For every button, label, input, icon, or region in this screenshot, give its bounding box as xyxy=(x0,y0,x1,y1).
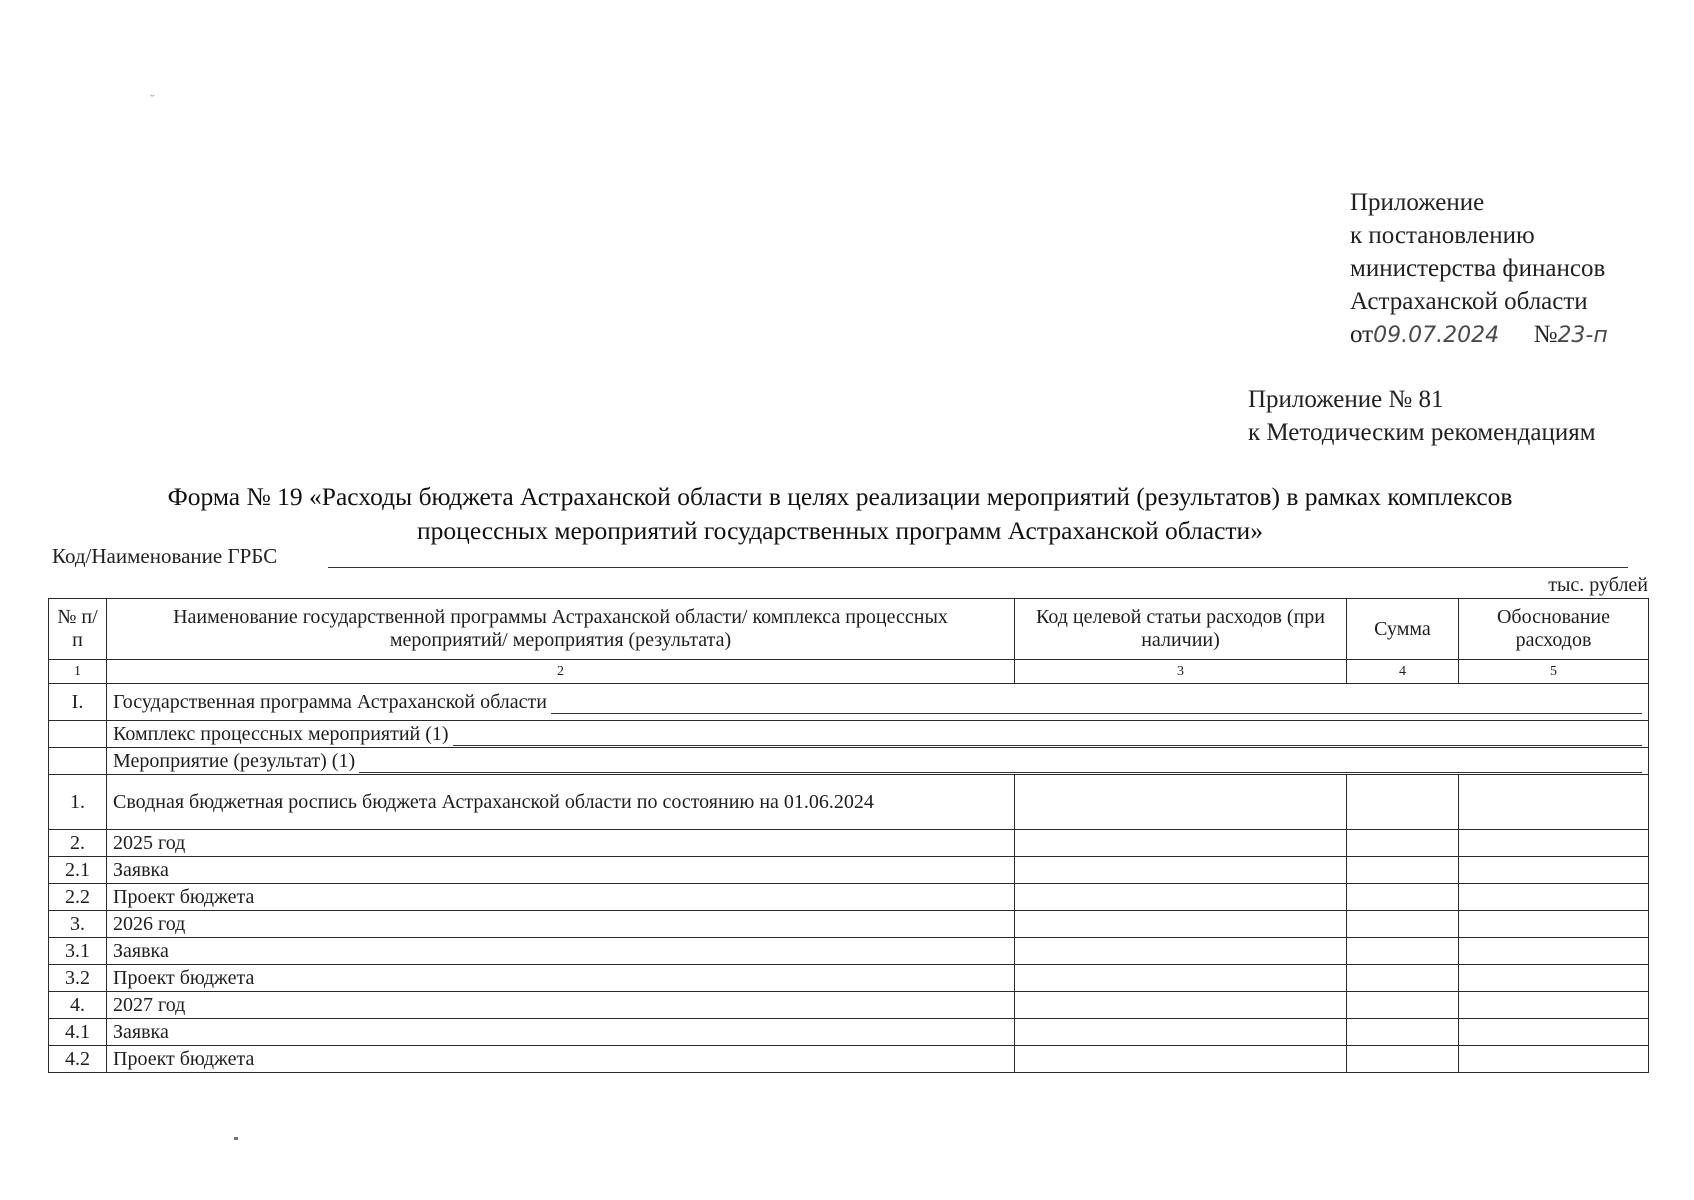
approval-line-4: Астраханской области xyxy=(1350,288,1588,315)
event-num xyxy=(49,748,107,775)
approval-date-prefix: от xyxy=(1350,321,1374,348)
row-code-cell xyxy=(1015,992,1347,1019)
row-sum-cell xyxy=(1347,911,1459,938)
event-row xyxy=(49,748,1649,775)
table-row xyxy=(49,830,1649,857)
row-sum-cell xyxy=(1347,965,1459,992)
row-num: 2.1 xyxy=(49,857,107,884)
form-title-line-2: процессных мероприятий государственных программ Астраханской области» xyxy=(417,516,1263,545)
row-sum-cell xyxy=(1347,938,1459,965)
form-title xyxy=(60,480,1620,548)
row-label: 2026 год xyxy=(107,911,1015,938)
table-header-row xyxy=(49,599,1649,660)
complex-fill-line xyxy=(453,727,1642,746)
expenses-table xyxy=(48,598,1649,1073)
approval-date-handwritten: 09.07.2024 xyxy=(1373,323,1500,348)
row-code-cell xyxy=(1015,965,1347,992)
scan-mark: ˇ xyxy=(150,93,155,108)
row-justification-cell xyxy=(1459,938,1649,965)
row-code-cell xyxy=(1015,1046,1347,1073)
row-sum-cell xyxy=(1347,1046,1459,1073)
column-number: 5 xyxy=(1459,660,1649,684)
row-label: Проект бюджета xyxy=(107,965,1015,992)
column-number-row xyxy=(49,660,1649,684)
header-code: Код целевой статьи расходов (при наличии) xyxy=(1015,599,1347,660)
row-label: Заявка xyxy=(107,857,1015,884)
row-code-cell xyxy=(1015,857,1347,884)
row-num: 3.1 xyxy=(49,938,107,965)
appendix-line-2: к Методическим рекомендациям xyxy=(1248,419,1596,446)
table-row xyxy=(49,857,1649,884)
complex-num xyxy=(49,721,107,748)
row-justification-cell xyxy=(1459,911,1649,938)
row-code-cell xyxy=(1015,775,1347,830)
approval-date-line xyxy=(1350,318,1608,352)
row-label: 2027 год xyxy=(107,992,1015,1019)
table-row xyxy=(49,775,1649,830)
column-number: 2 xyxy=(107,660,1015,684)
approval-block xyxy=(1350,186,1608,352)
row-num: 2. xyxy=(49,830,107,857)
row-code-cell xyxy=(1015,938,1347,965)
row-num: 4.1 xyxy=(49,1019,107,1046)
row-label: Заявка xyxy=(107,938,1015,965)
row-label: Сводная бюджетная роспись бюджета Астраханской области по состоянию на 01.06.2024 xyxy=(107,775,1015,830)
event-label: Мероприятие (результат) (1) xyxy=(113,749,356,772)
row-sum-cell xyxy=(1347,884,1459,911)
section-num: I. xyxy=(49,684,107,721)
section-row xyxy=(49,684,1649,721)
row-justification-cell xyxy=(1459,1046,1649,1073)
row-code-cell xyxy=(1015,911,1347,938)
table-row xyxy=(49,911,1649,938)
row-num: 2.2 xyxy=(49,884,107,911)
table-row xyxy=(49,938,1649,965)
table-row xyxy=(49,884,1649,911)
event-cell xyxy=(107,748,1649,775)
complex-row xyxy=(49,721,1649,748)
approval-number-prefix: № xyxy=(1533,321,1558,348)
complex-label: Комплекс процессных мероприятий (1) xyxy=(113,722,449,745)
complex-cell xyxy=(107,721,1649,748)
scan-dot xyxy=(234,1137,238,1140)
column-number: 1 xyxy=(49,660,107,684)
row-justification-cell xyxy=(1459,1019,1649,1046)
row-num: 4. xyxy=(49,992,107,1019)
approval-line-3: министерства финансов xyxy=(1350,255,1606,282)
table-row xyxy=(49,1046,1649,1073)
grbs-label: Код/Наименование ГРБС xyxy=(52,544,278,568)
row-sum-cell xyxy=(1347,830,1459,857)
table-row xyxy=(49,965,1649,992)
row-label: Проект бюджета xyxy=(107,884,1015,911)
row-num: 3. xyxy=(49,911,107,938)
row-label: Заявка xyxy=(107,1019,1015,1046)
row-label: 2025 год xyxy=(107,830,1015,857)
header-name: Наименование государственной программы Астраханской области/ комплекса процессных мероприятий/ мероприятия (результата) xyxy=(107,599,1015,660)
row-justification-cell xyxy=(1459,992,1649,1019)
row-num: 1. xyxy=(49,775,107,830)
row-num: 3.2 xyxy=(49,965,107,992)
row-sum-cell xyxy=(1347,775,1459,830)
row-justification-cell xyxy=(1459,775,1649,830)
units-label: тыс. рублей xyxy=(1548,574,1648,596)
appendix-block xyxy=(1248,383,1596,449)
column-number: 3 xyxy=(1015,660,1347,684)
header-justification: Обоснование расходов xyxy=(1459,599,1649,660)
row-justification-cell xyxy=(1459,830,1649,857)
row-justification-cell xyxy=(1459,884,1649,911)
row-justification-cell xyxy=(1459,965,1649,992)
row-justification-cell xyxy=(1459,857,1649,884)
row-sum-cell xyxy=(1347,857,1459,884)
section-label: Государственная программа Астраханской области xyxy=(113,690,547,713)
row-label: Проект бюджета xyxy=(107,1046,1015,1073)
section-fill-line xyxy=(551,695,1642,714)
header-num: № п/п xyxy=(49,599,107,660)
grbs-fill-line xyxy=(328,567,1628,568)
form-title-line-1: Форма № 19 «Расходы бюджета Астраханской области в целях реализации мероприятий (результатов) в рамках комплексов xyxy=(167,482,1513,511)
appendix-line-1: Приложение № 81 xyxy=(1248,386,1444,413)
approval-line-1: Приложение xyxy=(1350,189,1485,216)
table-row xyxy=(49,992,1649,1019)
approval-line-2: к постановлению xyxy=(1350,222,1535,249)
event-fill-line xyxy=(359,754,1642,773)
row-sum-cell xyxy=(1347,1019,1459,1046)
column-number: 4 xyxy=(1347,660,1459,684)
row-sum-cell xyxy=(1347,992,1459,1019)
row-code-cell xyxy=(1015,884,1347,911)
row-code-cell xyxy=(1015,1019,1347,1046)
approval-number-handwritten: 23-п xyxy=(1557,323,1608,348)
row-code-cell xyxy=(1015,830,1347,857)
header-sum: Сумма xyxy=(1347,599,1459,660)
row-num: 4.2 xyxy=(49,1046,107,1073)
table-row xyxy=(49,1019,1649,1046)
section-cell xyxy=(107,684,1649,721)
